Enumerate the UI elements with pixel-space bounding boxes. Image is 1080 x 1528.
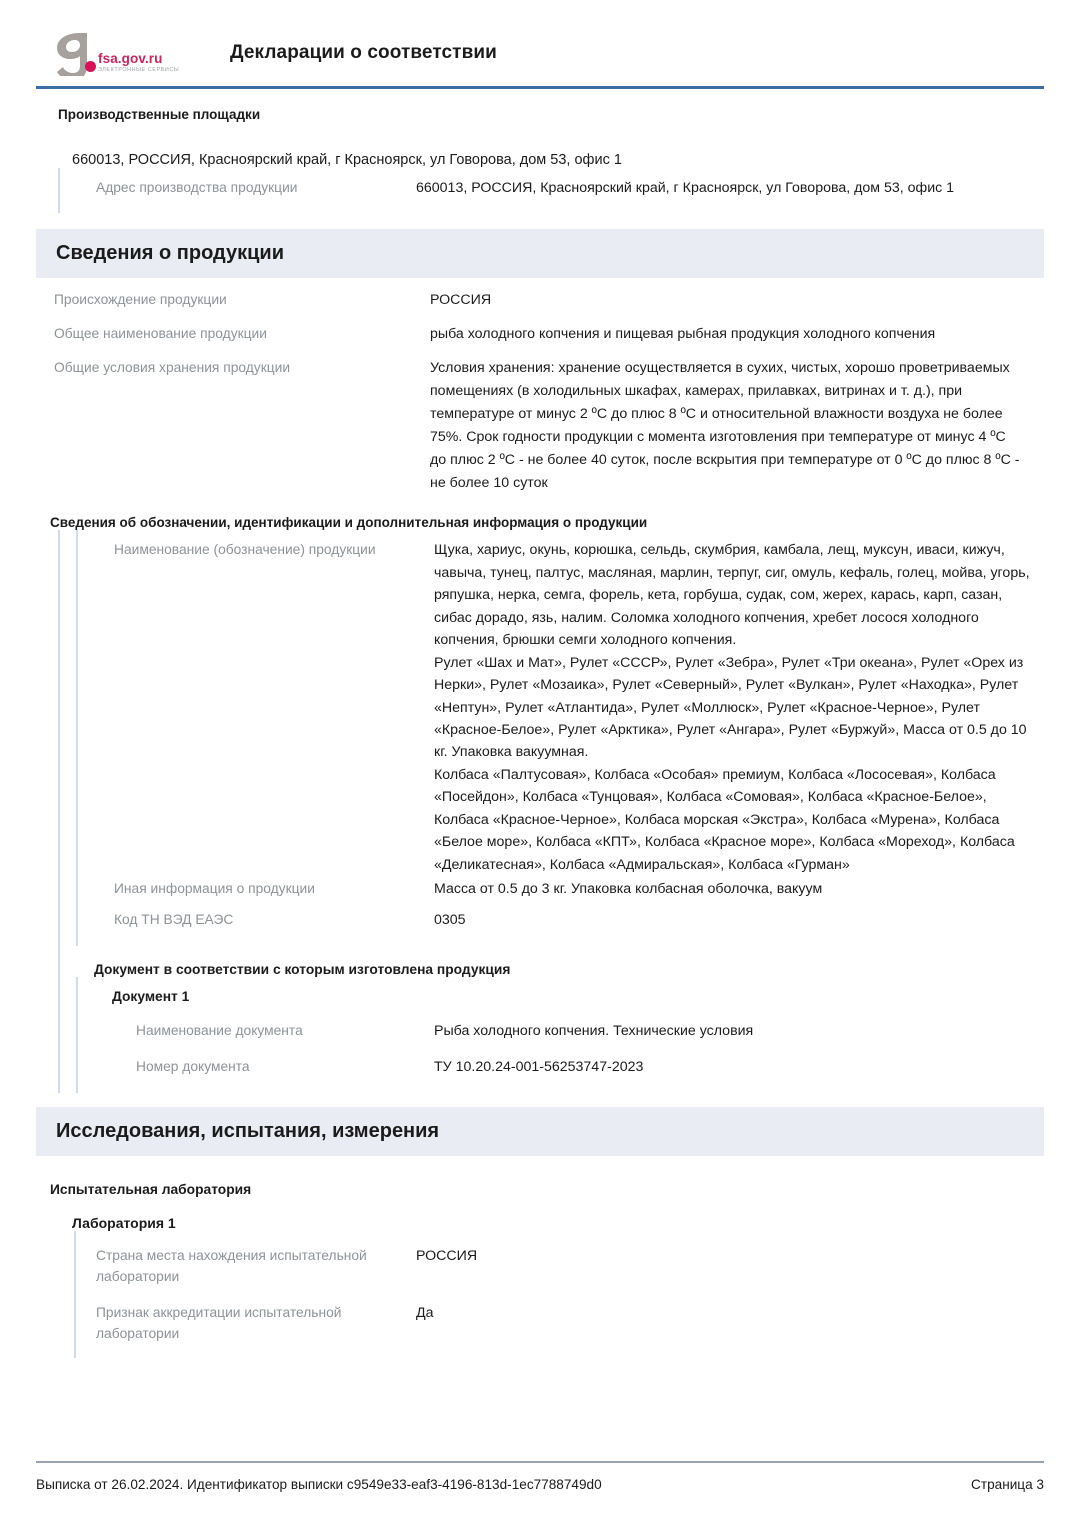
table-row [36,346,1044,495]
lab-section-heading: Испытательная лаборатория [50,1181,252,1197]
designation-info-section [0,495,1080,1092]
tests-section [0,1107,1080,1359]
field-label: Наименование (обозначение) продукции [114,542,376,558]
product-info-band-title: Сведения о продукции [36,229,1044,278]
logo-text-block [98,52,179,76]
product-info-section [0,229,1080,495]
table-row [76,1288,1044,1345]
table-row [76,1231,1044,1288]
field-value: 660013, РОССИЯ, Красноярский край, г Красноярск, ул Говорова, дом 53, офис 1 [416,180,955,196]
footer-page-number: Страница 3 [971,1477,1044,1492]
field-value: Да [416,1304,434,1321]
production-sites-heading: Производственные площадки [58,107,261,122]
table-row [78,900,1044,931]
field-value: 0305 [434,912,466,929]
field-label: Наименование документа [136,1022,303,1038]
document-header [0,0,1080,72]
lab-name: Лаборатория 1 [72,1214,176,1231]
field-value [434,539,1044,876]
fsa-logo [48,30,188,76]
field-value: Рыба холодного копчения. Технические условия [434,1022,754,1039]
field-label: Происхождение продукции [54,292,227,308]
field-label: Иная информация о продукции [114,881,315,896]
page-footer [36,1461,1044,1492]
page-title: Декларации о соответствии [230,42,497,63]
document-block [76,977,1044,1093]
logo-dot-icon [85,61,96,72]
field-value: рыба холодного копчения и пищевая рыбная продукция холодного копчения [430,326,936,343]
designation-inner-indent [76,530,1044,945]
designation-outer-indent [58,530,1044,1092]
logo-url: fsa.gov.ru [98,51,163,67]
table-row [78,1004,1044,1042]
product-name-paragraph: Колбаса «Палтусовая», Колбаса «Особая» премиум, Колбаса «Лососевая», Колбаса «Посейдон», Колбаса «Тунцовая», Колбаса «Сомовая», Колбаса «Красное-Белое», Колбаса «Красное-Черное», Колбаса морская «Экстра», Колбаса «Мурена», Колбаса «Белое море», Колбаса «КПТ», Колбаса «Красное море», Колбаса «Мореход», Колбаса «Деликатесная», Колбаса «Адмиральская», Колбаса «Гурман» [434,766,1015,873]
field-label: Общие условия хранения продукции [54,360,291,376]
table-row [78,876,1044,900]
field-value: ТУ 10.20.24-001-56253747-2023 [434,1059,644,1076]
table-row [60,168,1044,199]
logo-subtitle: ЭЛЕКТРОННЫЕ СЕРВИСЫ [98,66,180,73]
field-label: Номер документа [136,1059,250,1075]
table-row [78,530,1044,876]
field-value: РОССИЯ [430,292,492,309]
product-name-paragraph: Рулет «Шах и Мат», Рулет «СССР», Рулет «Зебра», Рулет «Три океана», Рулет «Орех из Нерки», Рулет «Мозаика», Рулет «Северный», Рулет «Вулкан», Рулет «Находка», Рулет «Нептун», Рулет «Атлантида», Рулет «Моллюск», Рулет «Красное-Черное», Рулет «Красное-Белое», Рулет «Арктика», Рулет «Ангара», Рулет «Буржуй», Масса от 0.5 до 10 кг. Упаковка вакуумная. [434,654,1027,761]
field-label: Страна места нахождения испытательной лаборатории [96,1247,367,1285]
table-row [36,278,1044,312]
field-value: Масса от 0.5 до 3 кг. Упаковка колбасная оболочка, вакуум [434,881,823,897]
footer-divider [36,1461,1044,1463]
document-section-heading: Документ в соответствии с которым изготовлена продукция [94,961,511,977]
table-row [36,312,1044,346]
table-row [78,1042,1044,1078]
tests-band-title: Исследования, испытания, измерения [36,1107,1044,1156]
production-site-details [58,168,1044,213]
designation-heading: Сведения об обозначении, идентификации и дополнительная информация о продукции [50,515,648,531]
production-sites-section [0,89,1080,213]
field-label: Общее наименование продукции [54,326,267,342]
lab-details [74,1231,1044,1359]
field-label: Признак аккредитации испытательной лаборатории [96,1304,342,1341]
product-name-paragraph: Щука, хариус, окунь, корюшка, сельдь, скумбрия, камбала, лещ, муксун, иваси, кижуч, чавыча, тунец, палтус, масляная, марлин, терпуг, сиг, омуль, кефаль, голец, мойва, угорь, ряпушка, нерка, семга, форель, кета, горбуша, судак, сом, жерех, карась, карп, сазан, сибас дорадо, язь, налим. Соломка холодного копчения, хребет лосося холодного копчения, брюшки семги холодного копчения. [434,542,1030,649]
field-value: РОССИЯ [416,1247,478,1264]
field-label: Код ТН ВЭД ЕАЭС [114,912,234,928]
fsa-a-logo-icon [48,30,92,76]
footer-extract-id: Выписка от 26.02.2024. Идентификатор выписки c9549e33-eaf3-4196-813d-1ec7788749d0 [36,1477,602,1492]
field-label: Адрес производства продукции [96,180,298,195]
production-site-address: 660013, РОССИЯ, Красноярский край, г Красноярск, ул Говорова, дом 53, офис 1 [72,152,622,168]
field-value: Условия хранения: хранение осуществляется в сухих, чистых, хорошо проветриваемых помещениях (в холодильных шкафах, камерах, прилавках, витринах и т. д.), при температуре от минус 2 ºС до плюс 8 ºС и относительной влажности воздуха не более 75%. Срок годности продукции с момента изготовления при температуре от минус 4 ºС до плюс 2 ºС - не более 40 суток, после вскрытия при температуре от 0 ºС до плюс 8 ºС - не более 10 суток [430,360,1020,492]
document-title: Документ 1 [112,988,190,1004]
